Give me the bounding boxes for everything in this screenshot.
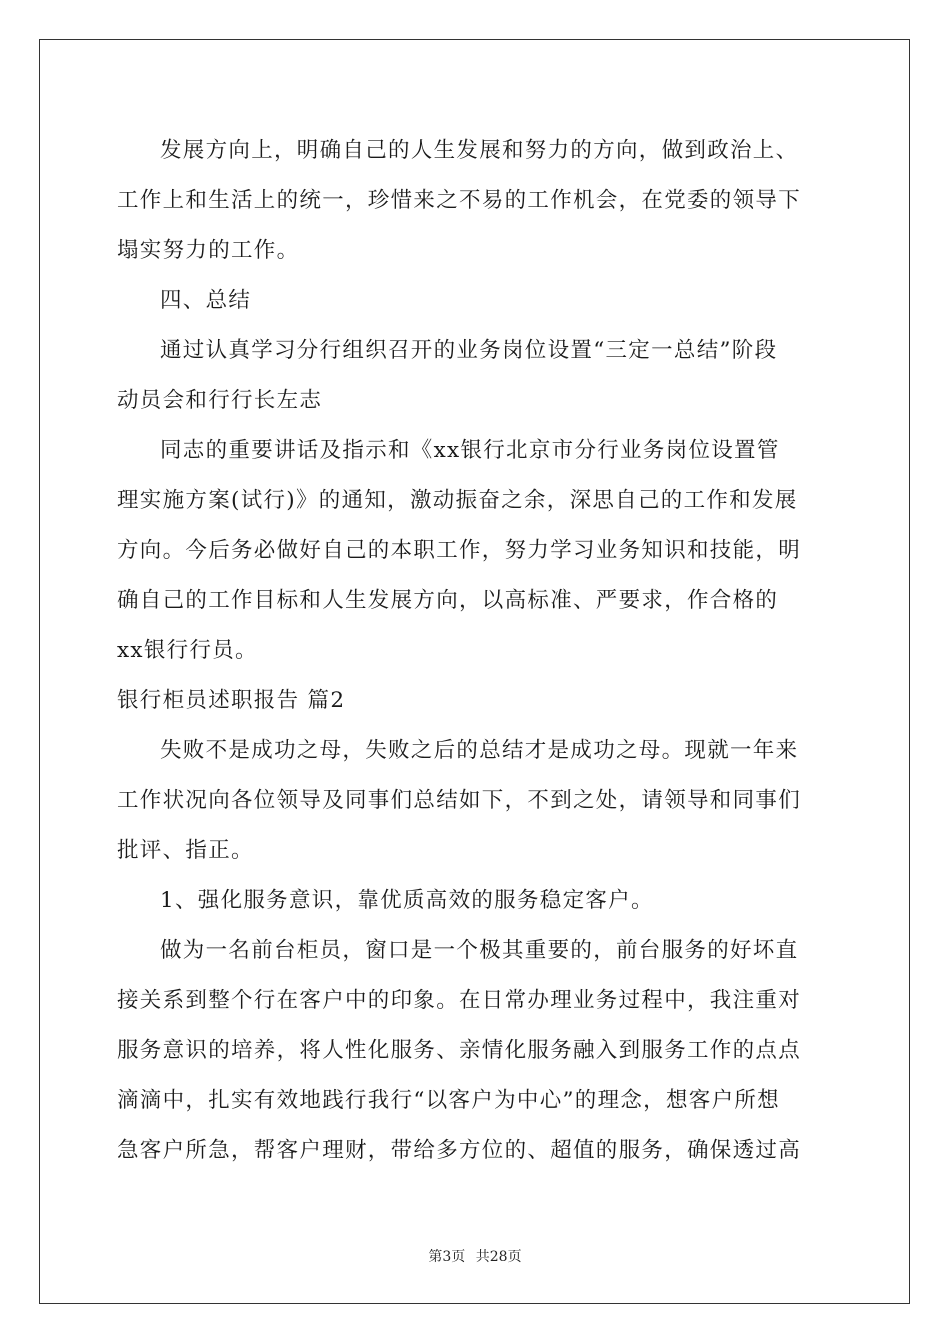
section-title: 银行柜员述职报告 篇2	[117, 688, 346, 713]
section-heading: 四、总结	[160, 288, 252, 313]
section-heading: 1、强化服务意识，靠优质高效的服务稳定客户。	[160, 888, 654, 913]
paragraph-line: 确自己的工作目标和人生发展方向，以高标准、严要求，作合格的	[117, 588, 779, 613]
paragraph-line: 发展方向上，明确自己的人生发展和努力的方向，做到政治上、	[160, 138, 799, 163]
paragraph-line: 失败不是成功之母，失败之后的总结才是成功之母。现就一年来	[160, 738, 799, 763]
paragraph-line: 同志的重要讲话及指示和《xx银行北京市分行业务岗位设置管	[160, 438, 780, 463]
document-body	[117, 126, 833, 1176]
paragraph-line: 滴滴中，扎实有效地践行我行“以客户为中心”的理念，想客户所想	[117, 1088, 780, 1113]
page-footer	[0, 1246, 950, 1266]
paragraph-line: 方向。今后务必做好自己的本职工作，努力学习业务知识和技能，明	[117, 538, 802, 563]
paragraph-line: 工作状况向各位领导及同事们总结如下，不到之处，请领导和同事们	[117, 788, 802, 813]
paragraph-line: 通过认真学习分行组织召开的业务岗位设置“三定一总结”阶段	[160, 338, 778, 363]
paragraph-line: 急客户所急，帮客户理财，带给多方位的、超值的服务，确保透过高	[117, 1138, 802, 1163]
paragraph-line: 接关系到整个行在客户中的印象。在日常办理业务过程中，我注重对	[117, 988, 802, 1013]
paragraph-line: 动员会和行行长左志	[117, 388, 323, 413]
paragraph-line: 理实施方案(试行)》的通知，激动振奋之余，深思自己的工作和发展	[117, 488, 798, 513]
paragraph-line: xx银行行员。	[117, 638, 258, 663]
paragraph-line: 服务意识的培养，将人性化服务、亲情化服务融入到服务工作的点点	[117, 1038, 802, 1063]
paragraph-line: 批评、指正。	[117, 838, 254, 863]
page-number: 第3页	[428, 1249, 466, 1265]
paragraph-line: 塌实努力的工作。	[117, 238, 300, 263]
paragraph-line: 做为一名前台柜员，窗口是一个极其重要的，前台服务的好坏直	[160, 938, 799, 963]
paragraph-line: 工作上和生活上的统一，珍惜来之不易的工作机会，在党委的领导下	[117, 188, 802, 213]
page-total: 共28页	[475, 1249, 522, 1265]
